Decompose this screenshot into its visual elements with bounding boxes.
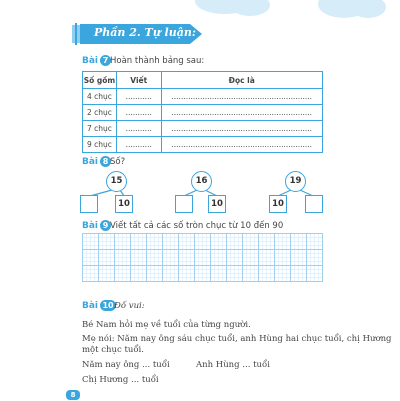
page-number: 8: [66, 390, 80, 400]
table-cell: ...........................................................: [161, 105, 323, 121]
exercise-number: 8: [100, 156, 111, 167]
riddle-line: Mẹ nói: Năm nay ông sáu chục tuổi, anh Hùng hai chục tuổi, chị Hương: [82, 334, 392, 344]
answer-line-ong: Năm nay ông ... tuổi: [82, 360, 170, 370]
exercise-label: Bài: [82, 300, 99, 311]
answer-box[interactable]: [175, 195, 193, 213]
table-cell: ...........: [116, 105, 161, 121]
table-cell: ...........................................................: [161, 121, 323, 137]
answer-box[interactable]: [305, 195, 323, 213]
table-header: Số gồm: [83, 72, 117, 89]
exercise-8-instruction: Số?: [110, 157, 126, 167]
number-circle: 15: [106, 171, 127, 192]
table-cell: ...........................................................: [161, 89, 323, 105]
table-cell: 2 chục: [83, 105, 117, 121]
table-header: Đọc là: [161, 72, 323, 89]
answer-line-huong: Chị Hương ... tuổi: [82, 375, 159, 385]
table-cell: 9 chục: [83, 137, 117, 153]
answer-box[interactable]: [80, 195, 98, 213]
exercise-10-label: [82, 300, 116, 311]
exercise-10-instruction: Đố vui:: [114, 301, 145, 311]
writing-grid[interactable]: [82, 233, 323, 282]
section-title: Phần 2. Tự luận:: [94, 26, 196, 39]
exercise-number: 9: [100, 220, 111, 231]
table-cell: 4 chục: [83, 89, 117, 105]
number-box: 10: [208, 195, 226, 213]
exercise-number: 7: [100, 55, 111, 66]
number-circle: 16: [191, 171, 212, 192]
exercise-label: Bài: [82, 156, 99, 167]
exercise-9-instruction: Viết tất cả các số tròn chục từ 10 đến 90: [110, 221, 284, 231]
table-header: Viết: [116, 72, 161, 89]
exercise-label: Bài: [82, 220, 99, 231]
table-cell: ...........: [116, 137, 161, 153]
number-circle: 19: [285, 171, 306, 192]
riddle-line: một chục tuổi.: [82, 345, 144, 355]
number-box: 10: [269, 195, 287, 213]
exercise-label: Bài: [82, 55, 99, 66]
table-cell: 7 chục: [83, 121, 117, 137]
exercise-7-instruction: Hoàn thành bảng sau:: [110, 56, 205, 66]
table-cell: ...........: [116, 89, 161, 105]
exercise-9-label: [82, 220, 111, 231]
exercise-number: 10: [100, 300, 116, 311]
answer-line-hung: Anh Hùng ... tuổi: [196, 360, 270, 370]
riddle-line: Bé Nam hỏi mẹ về tuổi của từng người.: [82, 320, 251, 330]
number-box: 10: [115, 195, 133, 213]
table-cell: ...........: [116, 121, 161, 137]
table-cell: ...........................................................: [161, 137, 323, 153]
